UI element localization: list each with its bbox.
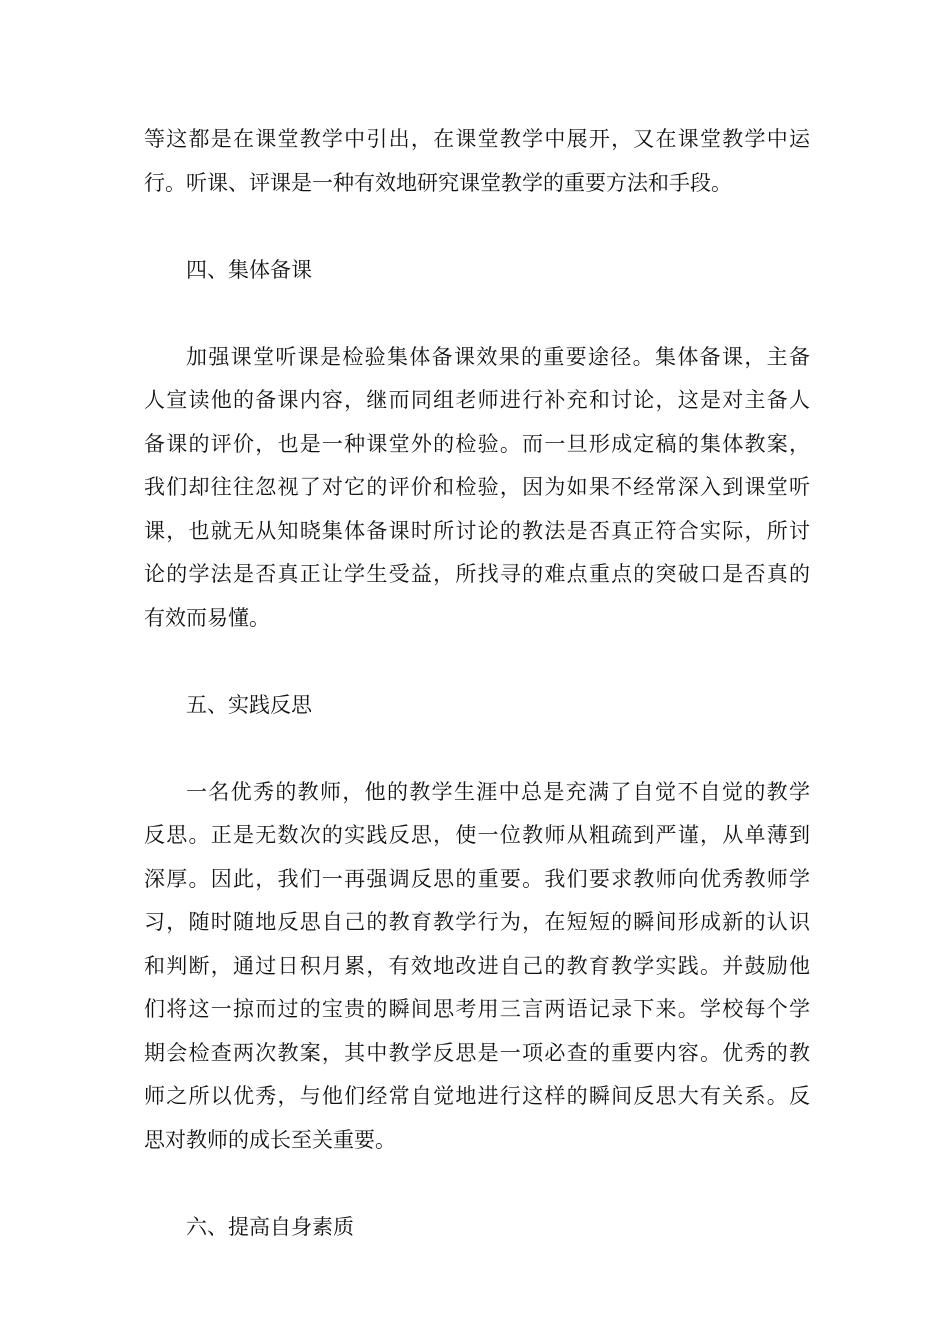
paragraph-gap: [144, 640, 810, 684]
paragraph-section-4-body: [144, 379, 810, 640]
paragraph-line: 我们却往往忽视了对它的评价和检验，因为如果不经常深入到课堂听: [144, 475, 810, 499]
paragraph-line: 课，也就无从知晓集体备课时所讨论的教法是否真正符合实际，所讨: [144, 518, 810, 543]
paragraph-gap: [144, 727, 810, 771]
paragraph-gap: [144, 205, 810, 249]
paragraph-line: 等这都是在课堂教学中引出，在课堂教学中展开，又在课堂教学中运: [144, 127, 810, 151]
paragraph-intro: [144, 118, 810, 205]
section-heading-5: 五、实践反思: [186, 692, 312, 717]
paragraph-line: 期会检查两次教案，其中教学反思是一项必查的重要内容。优秀的教: [144, 1040, 810, 1065]
section-heading-4: 四、集体备课: [186, 257, 312, 282]
paragraph-line: 们将这一掠而过的宝贵的瞬间思考用三言两语记录下来。学校每个学: [144, 997, 810, 1021]
paragraph-line: 反思。正是无数次的实践反思，使一位教师从粗疏到严谨，从单薄到: [144, 823, 810, 847]
paragraph-section-5: [144, 771, 810, 815]
paragraph-line: 行。听课、评课是一种有效地研究课堂教学的重要方法和手段。: [144, 170, 732, 195]
paragraph-line: 师之所以优秀，与他们经常自觉地进行这样的瞬间反思大有关系。反: [144, 1084, 810, 1108]
paragraph-gap: [144, 1162, 810, 1206]
paragraph-line: 人宣读他的备课内容，继而同组老师进行补充和讨论，这是对主备人: [144, 388, 810, 412]
paragraph-line: 论的学法是否真正让学生受益，所找寻的难点重点的突破口是否真的: [144, 562, 810, 586]
document-body: [144, 118, 810, 1249]
paragraph-gap: [144, 292, 810, 336]
paragraph-section-5-body: [144, 814, 810, 1162]
paragraph-line: 习，随时随地反思自己的教育教学行为，在短短的瞬间形成新的认识: [144, 910, 810, 934]
paragraph-line: 思对教师的成长至关重要。: [144, 1127, 396, 1152]
paragraph-line: 备课的评价，也是一种课堂外的检验。而一旦形成定稿的集体教案，: [144, 431, 810, 456]
paragraph-line: 有效而易懂。: [144, 605, 270, 630]
paragraph-line: 一名优秀的教师，他的教学生涯中总是充满了自觉不自觉的教学: [186, 779, 810, 804]
section-heading-6: 六、提高自身素质: [186, 1214, 354, 1239]
paragraph-line: 加强课堂听课是检验集体备课效果的重要途径。集体备课，主备: [186, 344, 810, 369]
paragraph-section-4: [144, 336, 810, 380]
paragraph-line: 和判断，通过日积月累，有效地改进自己的教育教学实践。并鼓励他: [144, 953, 810, 978]
paragraph-line: 深厚。因此，我们一再强调反思的重要。我们要求教师向优秀教师学: [144, 866, 810, 891]
